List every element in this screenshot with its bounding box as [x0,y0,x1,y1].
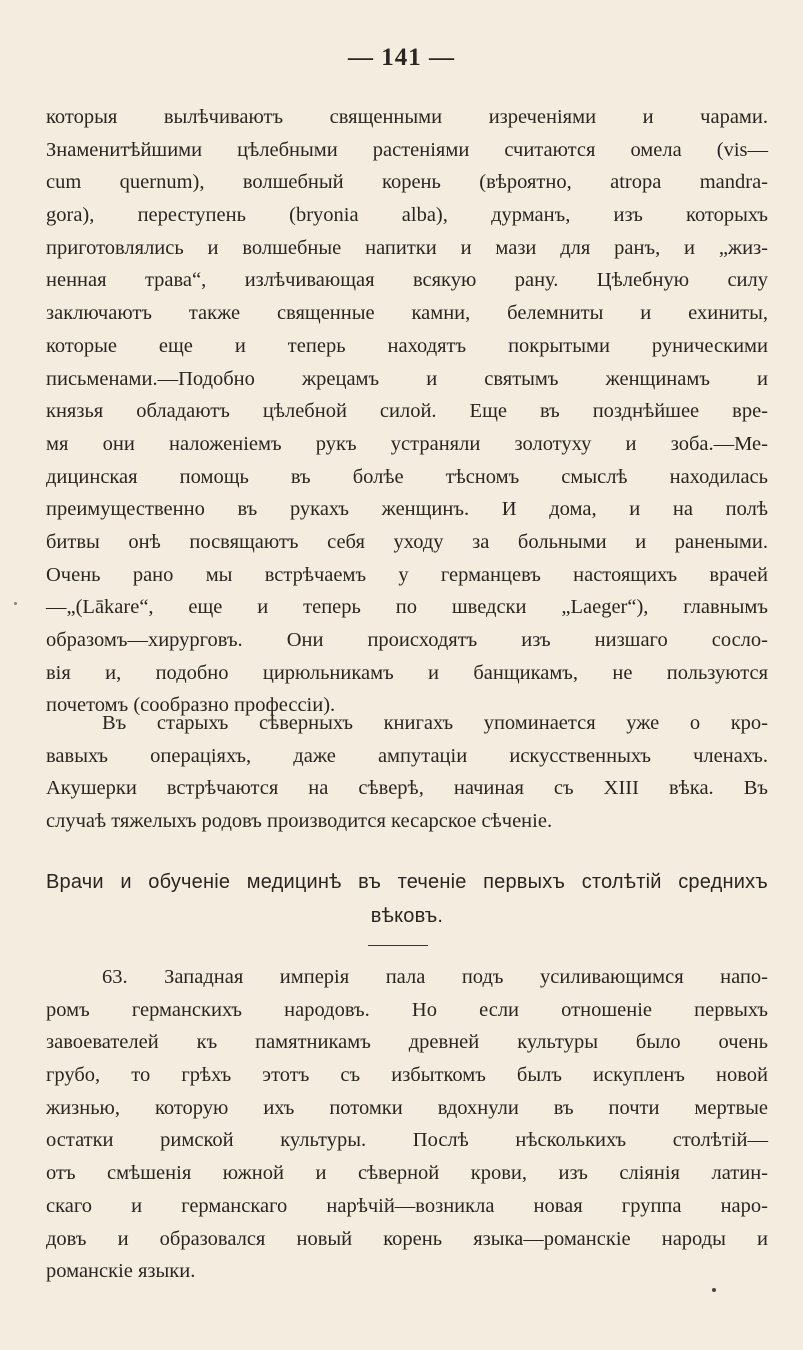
section-heading [46,865,768,933]
heading-line: вѣковъ. [370,905,444,927]
text-line: мя они наложеніемъ рукъ устраняли золотуху и зоба.—Ме- [46,432,768,455]
text-line-indented: Въ старыхъ сѣверныхъ книгахъ упоминается уже о кро- [102,712,768,734]
text-line-last: случаѣ тяжелыхъ родовъ производится кесарское сѣченіе. [46,810,553,833]
text-line: дицинская помощь въ болѣе тѣсномъ смыслѣ находилась [46,465,768,488]
text-line: cum quernum), волшебный корень (вѣроятно, atropa mandra- [46,171,768,194]
text-line: жизнью, которую ихъ потомки вдохнули въ почти мертвые [46,1096,768,1119]
ink-speck [14,602,17,605]
text-line: ненная трава“, излѣчивающая всякую рану. Цѣлебную силу [46,269,768,292]
text-line: преимущественно въ рукахъ женщинъ. И дома, и на полѣ [46,498,768,521]
text-line: князья обладаютъ цѣлебной силой. Еще въ позднѣйшее вре- [46,400,768,423]
text-line: —„(Lākare“, еще и теперь по шведски „Laeger“), главнымъ [46,596,768,619]
text-line: Акушерки встрѣчаются на сѣверѣ, начиная съ XIII вѣка. Въ [46,777,768,800]
page-number: — 141 — [348,44,455,71]
text-line: которыя вылѣчиваютъ священными изреченіями и чарами. [46,106,768,128]
text-line: ромъ германскихъ народовъ. Но если отношеніе первыхъ [46,998,768,1021]
paragraph-2 [46,707,768,838]
text-line-indented: 63. Западная имперія пала подъ усиливающимся напо- [102,966,768,988]
text-line: приготовлялись и волшебные напитки и мази для ранъ, и „жиз- [46,236,768,259]
heading-line: Врачи и обученіе медицинѣ въ теченіе первыхъ столѣтій среднихъ [46,871,768,893]
text-line-last: почетомъ (сообразно профессіи). [46,694,336,717]
text-line: довъ и образовался новый корень языка—романскіе народы и [46,1227,768,1250]
text-line: завоевателей къ памятникамъ древней культуры было очень [46,1031,768,1054]
text-line: образомъ—хирурговъ. Они происходятъ изъ низшаго сосло- [46,629,768,651]
text-line: письменами.—Подобно жрецамъ и святымъ женщинамъ и [46,367,768,390]
text-line: вія и, подобно цирюльникамъ и банщикамъ, не пользуются [46,661,768,684]
text-line: gora), переступень (bryonia alba), дурманъ, изъ которыхъ [46,204,768,227]
text-line-last: романскіе языки. [46,1260,196,1283]
text-line: Очень рано мы встрѣчаемъ у германцевъ настоящихъ врачей [46,563,768,586]
paragraph-3 [46,961,768,1288]
heading-divider [368,945,428,946]
text-line: которые еще и теперь находятъ покрытыми руническими [46,334,768,357]
text-line: грубо, то грѣхъ этотъ съ избыткомъ былъ искупленъ новой [46,1064,768,1087]
text-line: остатки римской культуры. Послѣ нѣсколькихъ столѣтій— [46,1129,768,1152]
paragraph-1 [46,101,768,722]
ink-speck [712,1288,716,1292]
text-line: битвы онѣ посвящаютъ себя уходу за больными и ранеными. [46,530,768,553]
text-line: вавыхъ операціяхъ, даже ампутаціи искусственныхъ членахъ. [46,744,768,767]
text-line: Знаменитѣйшими цѣлебными растеніями считаются омела (vis— [46,138,768,161]
text-line: скаго и германскаго нарѣчій—возникла новая группа наро- [46,1194,768,1217]
text-line: заключаютъ также священные камни, белемниты и ехиниты, [46,302,768,325]
text-line: отъ смѣшенія южной и сѣверной крови, изъ слiянiя латин- [46,1162,768,1185]
